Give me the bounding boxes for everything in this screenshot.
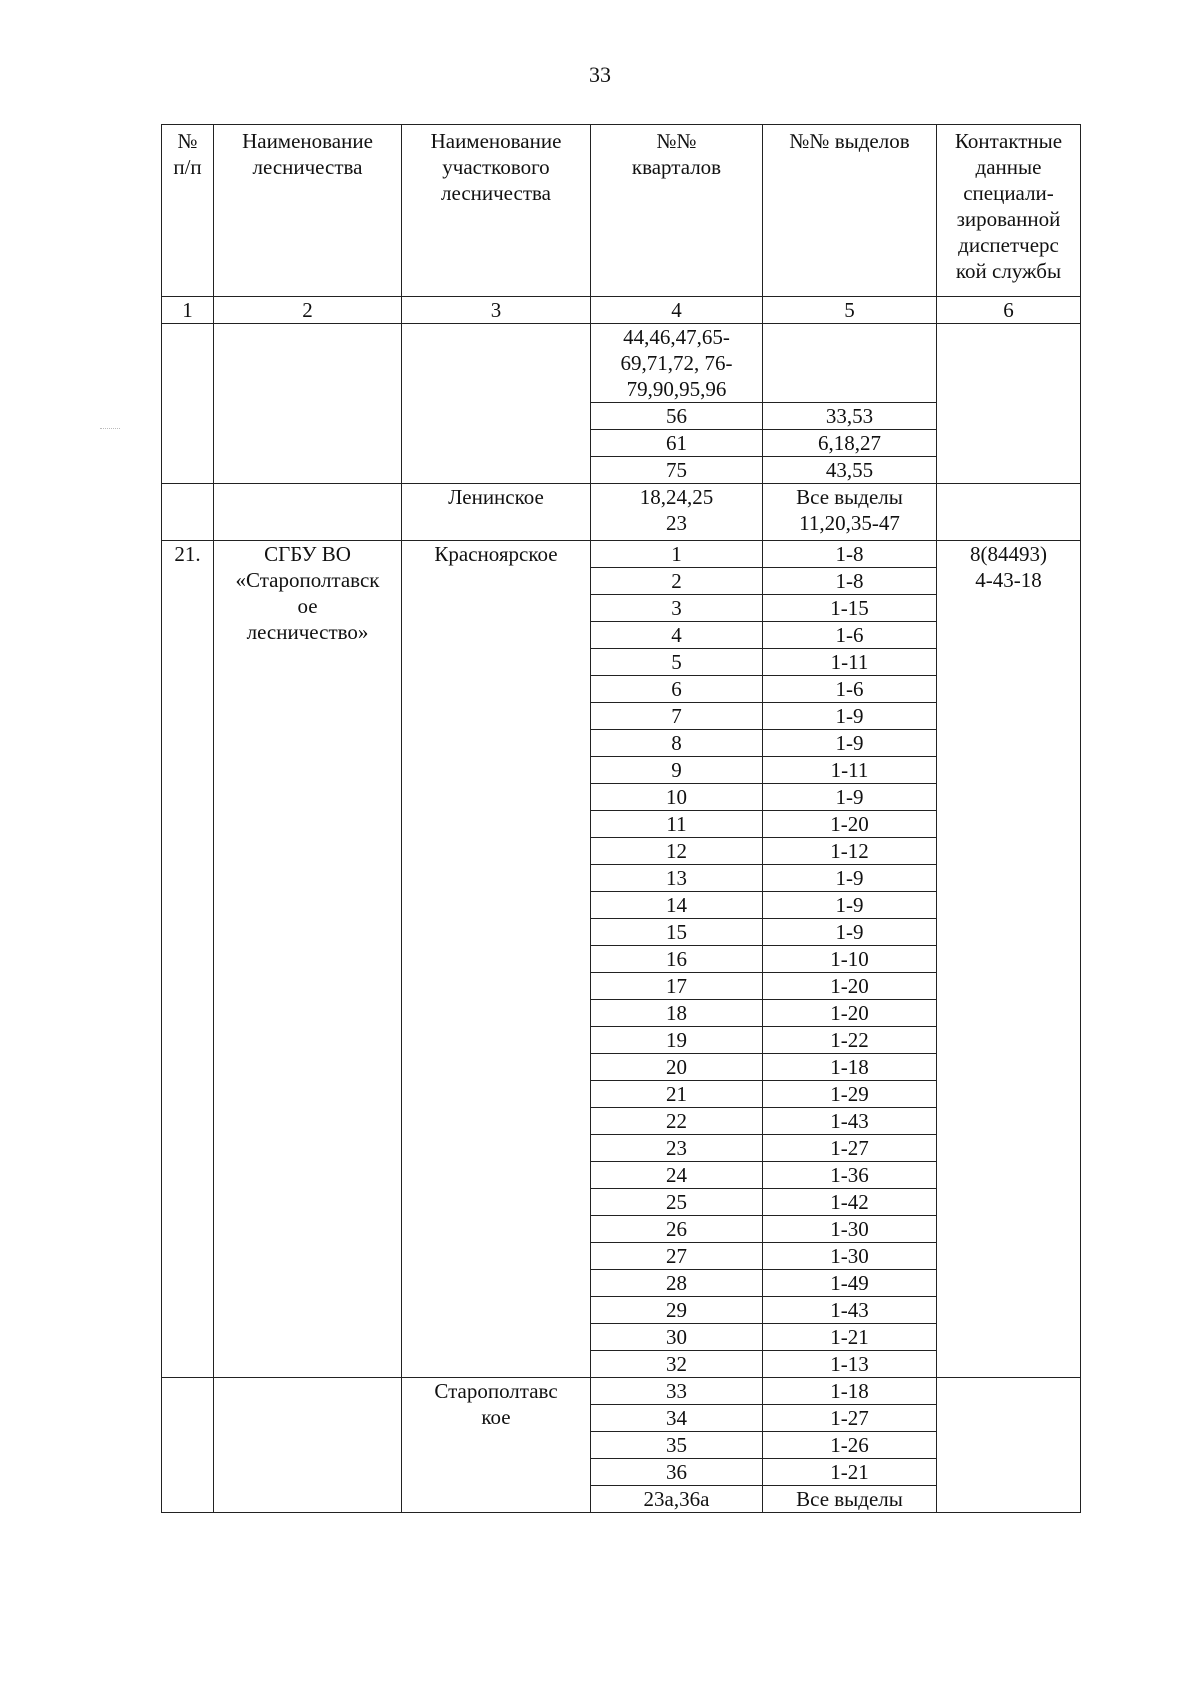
quarter-cell: 3	[591, 595, 763, 622]
quarter-cell: 22	[591, 1108, 763, 1135]
allotment-cell: 1-10	[763, 946, 937, 973]
column-number: 2	[214, 297, 402, 324]
header-row	[162, 125, 1081, 297]
quarter-cell: 34	[591, 1405, 763, 1432]
district-cell: Старополтавс кое	[402, 1378, 591, 1513]
margin-mark	[100, 428, 120, 429]
number-cell	[162, 324, 214, 484]
allotment-cell: Все выделы 11,20,35-47	[763, 484, 937, 541]
allotment-cell: 1-43	[763, 1108, 937, 1135]
quarter-cell: 27	[591, 1243, 763, 1270]
quarter-cell: 29	[591, 1297, 763, 1324]
allotment-cell: 1-49	[763, 1270, 937, 1297]
quarter-cell: 19	[591, 1027, 763, 1054]
table-row	[162, 1378, 1081, 1405]
quarter-cell: 30	[591, 1324, 763, 1351]
quarter-cell: 10	[591, 784, 763, 811]
allotment-cell: 1-22	[763, 1027, 937, 1054]
allotment-cell: 1-21	[763, 1459, 937, 1486]
allotment-cell: 1-13	[763, 1351, 937, 1378]
quarter-cell: 14	[591, 892, 763, 919]
allotment-cell: 1-9	[763, 730, 937, 757]
forestry-table	[161, 124, 1081, 1513]
table-row	[162, 541, 1081, 568]
column-number: 4	[591, 297, 763, 324]
quarter-cell: 23	[591, 1135, 763, 1162]
allotment-cell: 1-36	[763, 1162, 937, 1189]
quarter-cell: 4	[591, 622, 763, 649]
header-number: № п/п	[162, 125, 214, 297]
quarter-cell: 25	[591, 1189, 763, 1216]
forestry-cell	[214, 1378, 402, 1513]
forestry-cell	[214, 484, 402, 541]
allotment-cell: 1-43	[763, 1297, 937, 1324]
number-cell: 21.	[162, 541, 214, 1378]
table-row	[162, 484, 1081, 541]
quarter-cell: 16	[591, 946, 763, 973]
allotment-cell: 1-11	[763, 757, 937, 784]
quarter-cell: 26	[591, 1216, 763, 1243]
number-cell	[162, 1378, 214, 1513]
quarter-cell: 13	[591, 865, 763, 892]
quarter-cell: 17	[591, 973, 763, 1000]
allotment-cell: 1-6	[763, 676, 937, 703]
header-forestry: Наименование лесничества	[214, 125, 402, 297]
quarter-cell: 15	[591, 919, 763, 946]
column-number: 1	[162, 297, 214, 324]
quarter-cell: 20	[591, 1054, 763, 1081]
quarter-cell: 23а,36а	[591, 1486, 763, 1513]
allotment-cell: 1-20	[763, 973, 937, 1000]
forestry-cell	[214, 324, 402, 484]
quarter-cell: 18,24,25 23	[591, 484, 763, 541]
block-krasnoyarskoe	[162, 541, 1081, 1378]
allotment-cell: 1-8	[763, 568, 937, 595]
allotment-cell: 1-8	[763, 541, 937, 568]
allotment-cell: 1-21	[763, 1324, 937, 1351]
quarter-cell: 11	[591, 811, 763, 838]
page-number: 33	[589, 62, 611, 87]
allotment-cell: 1-9	[763, 919, 937, 946]
quarter-cell: 6	[591, 676, 763, 703]
header-contacts: Контактные данные специали- зированной диспетчерс кой службы	[937, 125, 1081, 297]
column-number: 5	[763, 297, 937, 324]
allotment-cell: 1-27	[763, 1135, 937, 1162]
allotment-cell: 1-29	[763, 1081, 937, 1108]
district-cell: Красноярское	[402, 541, 591, 1378]
quarter-cell: 18	[591, 1000, 763, 1027]
contact-cell	[937, 1378, 1081, 1513]
quarter-cell: 1	[591, 541, 763, 568]
quarter-cell: 33	[591, 1378, 763, 1405]
quarter-cell: 5	[591, 649, 763, 676]
quarter-cell: 12	[591, 838, 763, 865]
quarter-cell: 56	[591, 403, 763, 430]
quarter-cell: 24	[591, 1162, 763, 1189]
quarter-cell: 21	[591, 1081, 763, 1108]
quarter-cell: 8	[591, 730, 763, 757]
allotment-cell: 1-30	[763, 1216, 937, 1243]
block-staropoltavskoe	[162, 1378, 1081, 1513]
quarter-cell: 28	[591, 1270, 763, 1297]
column-number: 6	[937, 297, 1081, 324]
allotment-cell	[763, 324, 937, 403]
allotment-cell: 1-42	[763, 1189, 937, 1216]
quarter-cell: 7	[591, 703, 763, 730]
allotment-cell: 1-30	[763, 1243, 937, 1270]
allotment-cell: 33,53	[763, 403, 937, 430]
quarter-cell: 9	[591, 757, 763, 784]
table-row	[162, 324, 1081, 403]
column-number-row	[162, 297, 1081, 324]
header-quarters: №№ кварталов	[591, 125, 763, 297]
quarter-cell: 75	[591, 457, 763, 484]
allotment-cell: Все выделы	[763, 1486, 937, 1513]
header-district: Наименование участкового лесничества	[402, 125, 591, 297]
allotment-cell: 1-18	[763, 1378, 937, 1405]
allotment-cell: 1-6	[763, 622, 937, 649]
quarter-cell: 44,46,47,65- 69,71,72, 76- 79,90,95,96	[591, 324, 763, 403]
allotment-cell: 1-15	[763, 595, 937, 622]
allotment-cell: 1-20	[763, 811, 937, 838]
allotment-cell: 43,55	[763, 457, 937, 484]
forestry-cell: СГБУ ВО «Старополтавск ое лесничество»	[214, 541, 402, 1378]
header-allotments: №№ выделов	[763, 125, 937, 297]
district-cell	[402, 324, 591, 484]
allotment-cell: 1-9	[763, 865, 937, 892]
allotment-cell: 1-11	[763, 649, 937, 676]
allotment-cell: 1-27	[763, 1405, 937, 1432]
column-number: 3	[402, 297, 591, 324]
allotment-cell: 1-20	[763, 1000, 937, 1027]
quarter-cell: 61	[591, 430, 763, 457]
allotment-cell: 1-9	[763, 703, 937, 730]
quarter-cell: 2	[591, 568, 763, 595]
allotment-cell: 1-9	[763, 892, 937, 919]
contact-cell: 8(84493) 4-43-18	[937, 541, 1081, 1378]
contact-cell	[937, 324, 1081, 484]
allotment-cell: 1-9	[763, 784, 937, 811]
number-cell	[162, 484, 214, 541]
allotment-cell: 1-12	[763, 838, 937, 865]
quarter-cell: 32	[591, 1351, 763, 1378]
allotment-cell: 1-18	[763, 1054, 937, 1081]
contact-cell	[937, 484, 1081, 541]
quarter-cell: 36	[591, 1459, 763, 1486]
quarter-cell: 35	[591, 1432, 763, 1459]
allotment-cell: 6,18,27	[763, 430, 937, 457]
district-cell: Ленинское	[402, 484, 591, 541]
allotment-cell: 1-26	[763, 1432, 937, 1459]
